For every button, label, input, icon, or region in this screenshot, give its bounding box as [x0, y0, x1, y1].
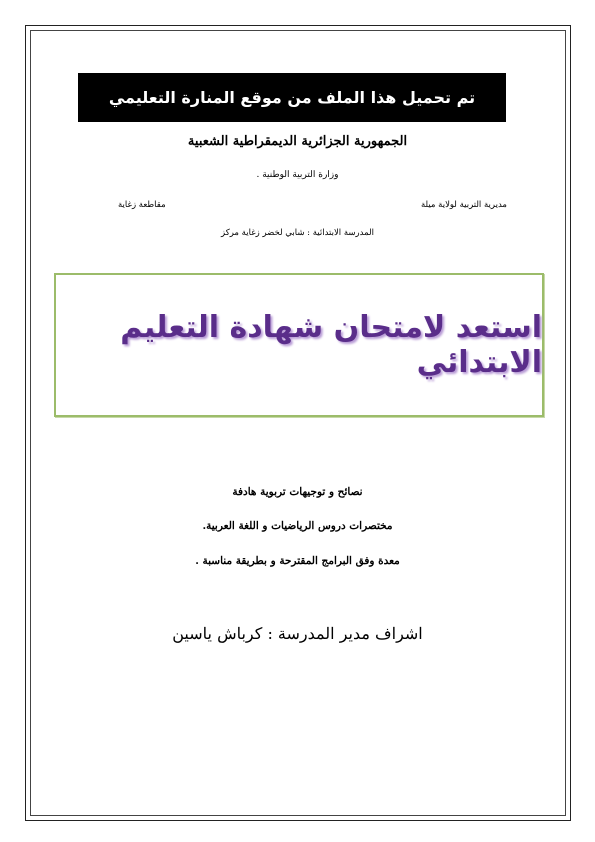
school-line: المدرسة الابتدائية : شابي لخضر زغاية مركز	[221, 228, 374, 238]
republic-heading: الجمهورية الجزائرية الديمقراطية الشعبية	[187, 134, 408, 149]
district-line: مقاطعة زغاية	[118, 200, 166, 210]
banner-text: تم تحميل هذا الملف من موقع المنارة التعليمي	[108, 88, 476, 107]
content-item-summaries: مختصرات دروس الرياضيات و اللغة العربية.	[202, 520, 393, 532]
document-title: استعد لامتحان شهادة التعليم الابتدائي	[120, 310, 542, 380]
content-item-advice: نصائح و توجيهات تربوية هادفة	[232, 486, 363, 498]
title-box	[54, 273, 544, 417]
directorate-line: مديرية التربية لولاية ميلة	[420, 200, 507, 210]
content-item-prepared: معدة وفق البرامج المقترحة و بطريقة مناسبة .	[195, 555, 400, 567]
supervisor-line: اشراف مدير المدرسة : كرباش ياسين	[172, 624, 423, 643]
download-banner	[78, 73, 506, 122]
ministry-line: وزارة التربية الوطنية .	[256, 170, 339, 180]
